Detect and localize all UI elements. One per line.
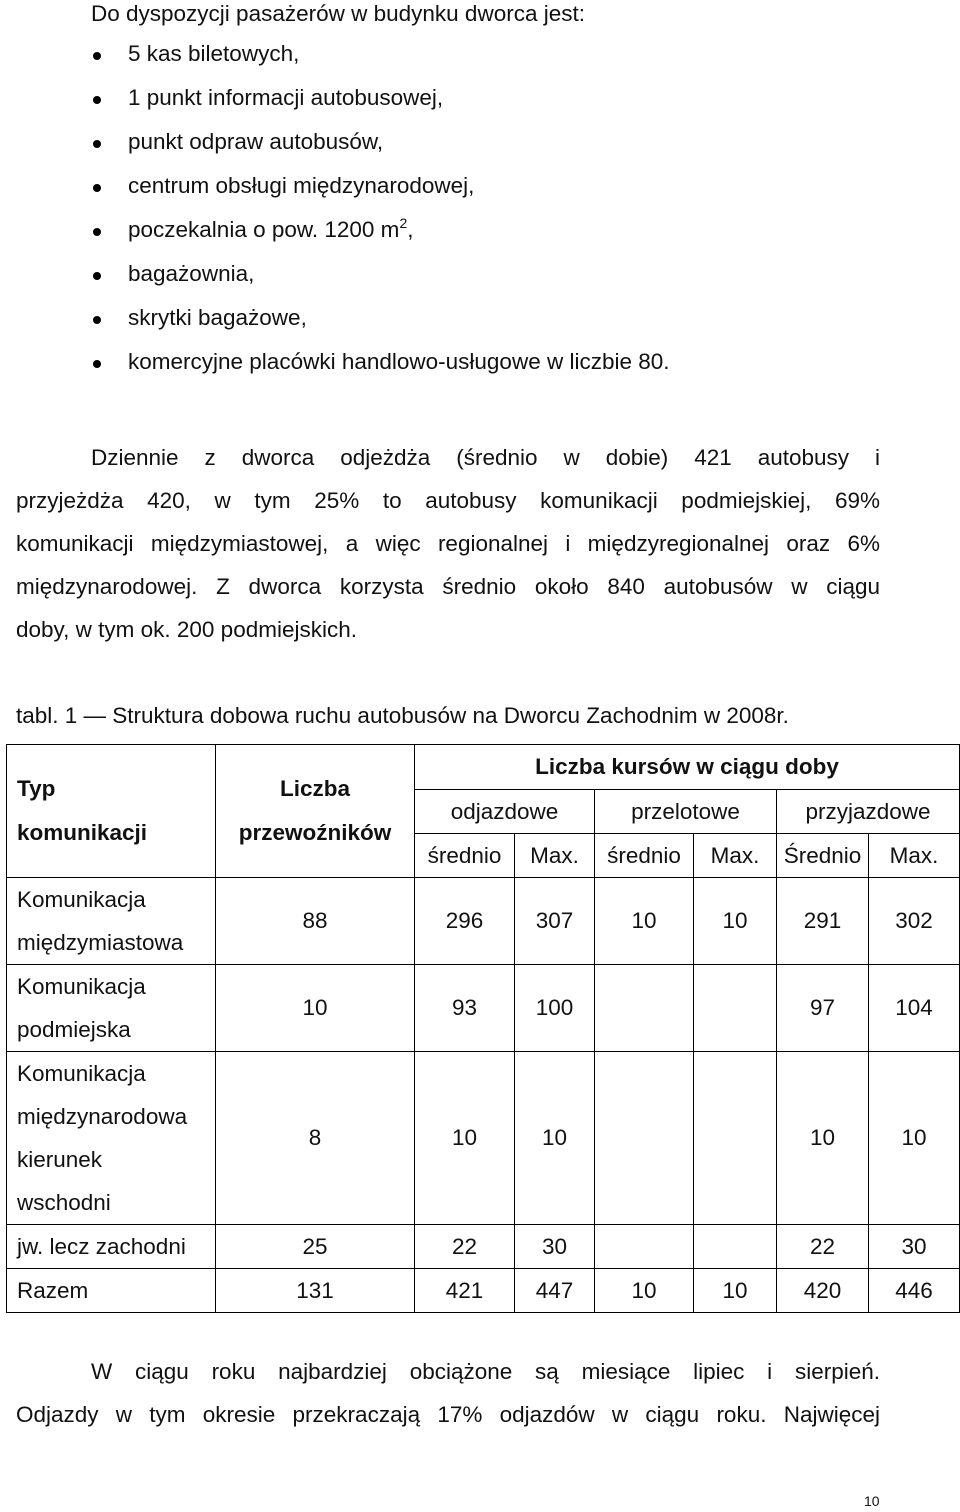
paragraph-line: komunikacji międzymiastowej, a więc regionalnej i międzyregionalnej oraz 6% (16, 531, 880, 556)
table-cell (595, 965, 694, 1052)
table-cell: 10 (216, 965, 415, 1052)
table-cell (595, 1052, 694, 1225)
table-header-row (7, 745, 960, 790)
page-number: 10 (864, 1493, 880, 1509)
paragraph-line: przyjeżdża 420, w tym 25% to autobusy komunikacji podmiejskiej, 69% (16, 488, 880, 513)
table-cell: 104 (869, 965, 960, 1052)
table-cell: 10 (515, 1052, 595, 1225)
bullet-icon (93, 52, 101, 60)
table-cell (694, 1225, 777, 1269)
table-row (7, 1225, 960, 1269)
table-cell: 10 (777, 1052, 869, 1225)
subheader-cell: Średnio (777, 834, 869, 878)
table-cell: 25 (216, 1225, 415, 1269)
row-type: Komunikacja podmiejska (7, 965, 216, 1052)
paragraph-line: Odjazdy w tym okresie przekraczają 17% odjazdów w ciągu roku. Najwięcej (16, 1402, 880, 1427)
table-cell: 10 (869, 1052, 960, 1225)
paragraph-line: międzynarodowej. Z dworca korzysta średnio około 840 autobusów w ciągu (16, 574, 880, 599)
table-cell: 10 (415, 1052, 515, 1225)
table-caption: tabl. 1 — Struktura dobowa ruchu autobusów na Dworcu Zachodnim w 2008r. (16, 703, 789, 728)
table-cell: 30 (515, 1225, 595, 1269)
bullet-icon (93, 272, 101, 280)
bullet-icon (93, 96, 101, 104)
bullet-icon (93, 316, 101, 324)
header-departures: odjazdowe (415, 790, 595, 834)
subheader-cell: średnio (415, 834, 515, 878)
table-cell: 8 (216, 1052, 415, 1225)
table-cell: 447 (515, 1269, 595, 1313)
bullet-icon (93, 184, 101, 192)
table-cell: 88 (216, 878, 415, 965)
superscript: 2 (399, 215, 408, 231)
paragraph-line: W ciągu roku najbardziej obciążone są miesiące lipiec i sierpień. (91, 1359, 880, 1384)
table-row-total (7, 1269, 960, 1313)
table-row (7, 1052, 960, 1225)
table-cell: 296 (415, 878, 515, 965)
table-cell: 131 (216, 1269, 415, 1313)
table-cell: 302 (869, 878, 960, 965)
header-courses: Liczba kursów w ciągu doby (415, 745, 960, 790)
header-type: Typ komunikacji (7, 745, 216, 878)
row-type: Komunikacja międzynarodowa kierunek wschodni (7, 1052, 216, 1225)
header-arrivals: przyjazdowe (777, 790, 960, 834)
table-cell: 10 (595, 1269, 694, 1313)
bullet-icon (93, 228, 101, 236)
table-cell: 30 (869, 1225, 960, 1269)
table-cell: 307 (515, 878, 595, 965)
table-cell (694, 965, 777, 1052)
table-cell: 10 (595, 878, 694, 965)
row-type: jw. lecz zachodni (7, 1225, 216, 1269)
subheader-cell: Max. (694, 834, 777, 878)
table-cell: 291 (777, 878, 869, 965)
table-row (7, 878, 960, 965)
row-type: Razem (7, 1269, 216, 1313)
header-carriers: Liczba przewoźników (216, 745, 415, 878)
table-cell (595, 1225, 694, 1269)
table-cell: 10 (694, 878, 777, 965)
subheader-cell: Max. (869, 834, 960, 878)
table-cell: 22 (415, 1225, 515, 1269)
table-cell: 100 (515, 965, 595, 1052)
table-cell: 22 (777, 1225, 869, 1269)
table-cell: 420 (777, 1269, 869, 1313)
table-cell: 93 (415, 965, 515, 1052)
bullet-icon (93, 140, 101, 148)
bullet-icon (93, 360, 101, 368)
intro-text: Do dyspozycji pasażerów w budynku dworca jest: (91, 1, 585, 26)
table-cell: 446 (869, 1269, 960, 1313)
subheader-cell: średnio (595, 834, 694, 878)
row-type: Komunikacja międzymiastowa (7, 878, 216, 965)
table-cell: 10 (694, 1269, 777, 1313)
paragraph-line: Dziennie z dworca odjeżdża (średnio w dobie) 421 autobusy i (91, 445, 880, 470)
header-transit: przelotowe (595, 790, 777, 834)
traffic-table (6, 744, 960, 1313)
table-cell: 97 (777, 965, 869, 1052)
table-cell: 421 (415, 1269, 515, 1313)
table-cell (694, 1052, 777, 1225)
paragraph-line: doby, w tym ok. 200 podmiejskich. (16, 617, 357, 642)
table-row (7, 965, 960, 1052)
subheader-cell: Max. (515, 834, 595, 878)
